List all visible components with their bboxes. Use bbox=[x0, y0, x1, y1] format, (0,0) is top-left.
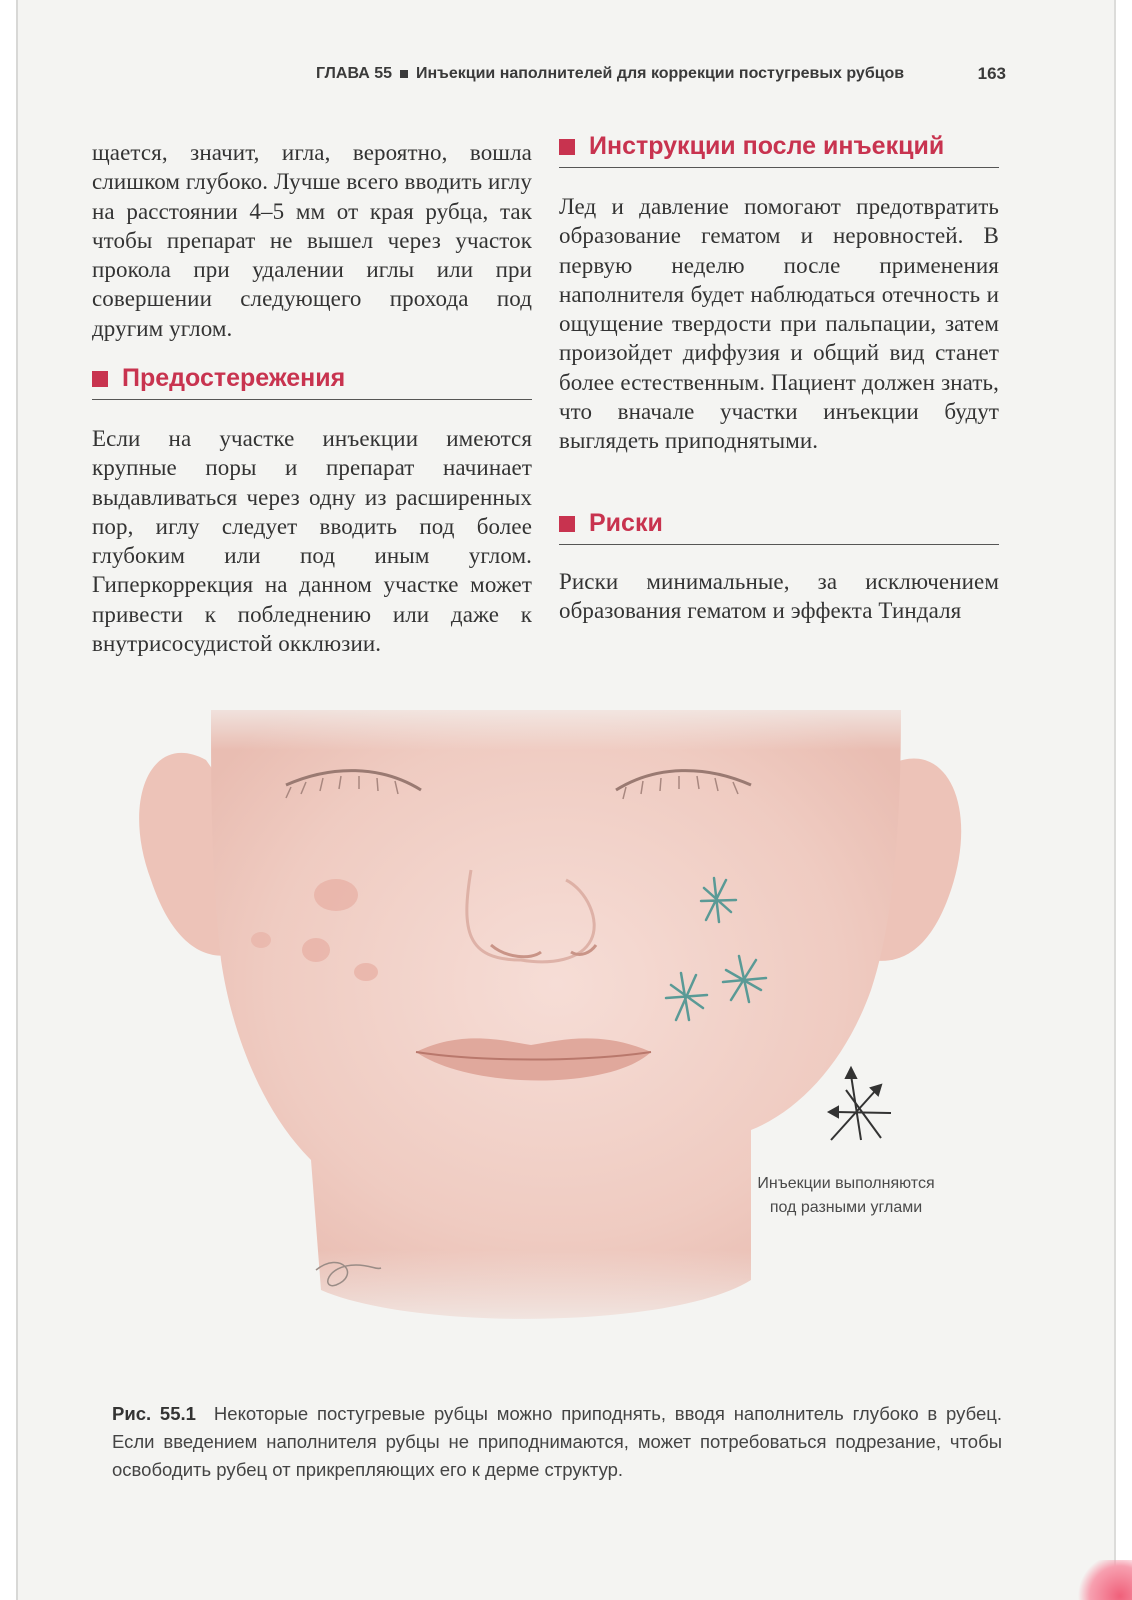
warnings-paragraph: Если на участке инъекции имеются крупные поры и препарат начинает выдавливаться через одну из расширенных пор, иглу следует вводить под более глубоким или под иным углом. Гиперкоррекция на данном участке может привести к побледнению или даже к внутрисосудистой окклюзии. bbox=[92, 426, 532, 657]
heading-square-icon bbox=[559, 516, 575, 532]
figure-legend bbox=[746, 1172, 946, 1220]
instructions-paragraph: Лед и давление помогают предотвратить образование гематом и неровностей. В первую неделю после применения наполнителя будет наблюдаться отечность и ощущение твердости при пальпации, затем произойдет диффузия и общий вид станет более естественным. Пациент должен знать, что вначале участки инъекции будут выглядеть приподнятыми. bbox=[559, 194, 999, 454]
warnings-heading-text: Предостережения bbox=[122, 364, 346, 392]
risks-heading-text: Риски bbox=[589, 509, 663, 537]
book-page bbox=[16, 0, 1116, 1600]
warnings-heading bbox=[92, 364, 532, 400]
caption-text: Некоторые постугревые рубцы можно приподнять, вводя наполнитель глубоко в рубец. Если введением наполнителя рубцы не приподнимаются, может потребоваться подрезание, чтобы освободить рубец от прикрепляющих его к дерме структур. bbox=[112, 1403, 1002, 1480]
instructions-heading bbox=[559, 132, 999, 168]
warnings-section bbox=[92, 364, 532, 658]
caption-label: Рис. 55.1 bbox=[112, 1403, 196, 1424]
figure-caption bbox=[112, 1400, 1002, 1484]
face-shape bbox=[211, 710, 901, 1319]
risks-section bbox=[559, 509, 999, 626]
multi-angle-arrows-icon bbox=[829, 1068, 891, 1140]
acne-scar bbox=[314, 879, 358, 911]
heading-square-icon bbox=[92, 371, 108, 387]
face-illustration bbox=[111, 690, 1041, 1350]
risks-paragraph: Риски минимальные, за исключением образования гематом и эффекта Тиндаля bbox=[559, 569, 999, 624]
chapter-title: Инъекции наполнителей для коррекции постугревых рубцов bbox=[416, 65, 905, 82]
instructions-heading-text: Инструкции после инъекций bbox=[589, 132, 945, 160]
instructions-section bbox=[559, 132, 999, 456]
chapter-label: ГЛАВА 55 bbox=[316, 65, 393, 82]
page-number: 163 bbox=[977, 64, 1006, 83]
running-head bbox=[316, 64, 1006, 84]
intro-paragraph: щается, значит, игла, вероятно, вошла слишком глубоко. Лучше всего вводить иглу на расстоянии 4–5 мм от края рубца, так чтобы препарат не вышел через участок прокола при удалении иглы или при совершении следующего прохода под другим углом. bbox=[92, 140, 532, 341]
acne-scar bbox=[251, 932, 271, 948]
acne-scar bbox=[354, 963, 378, 981]
left-column bbox=[92, 138, 532, 343]
acne-scar bbox=[302, 938, 330, 962]
legend-line-1: Инъекции выполняются bbox=[757, 1175, 935, 1192]
risks-heading bbox=[559, 509, 999, 545]
separator-square-icon bbox=[400, 70, 408, 78]
heading-square-icon bbox=[559, 139, 575, 155]
legend-line-2: под разными углами bbox=[769, 1199, 923, 1216]
finger-smudge bbox=[1072, 1560, 1132, 1600]
